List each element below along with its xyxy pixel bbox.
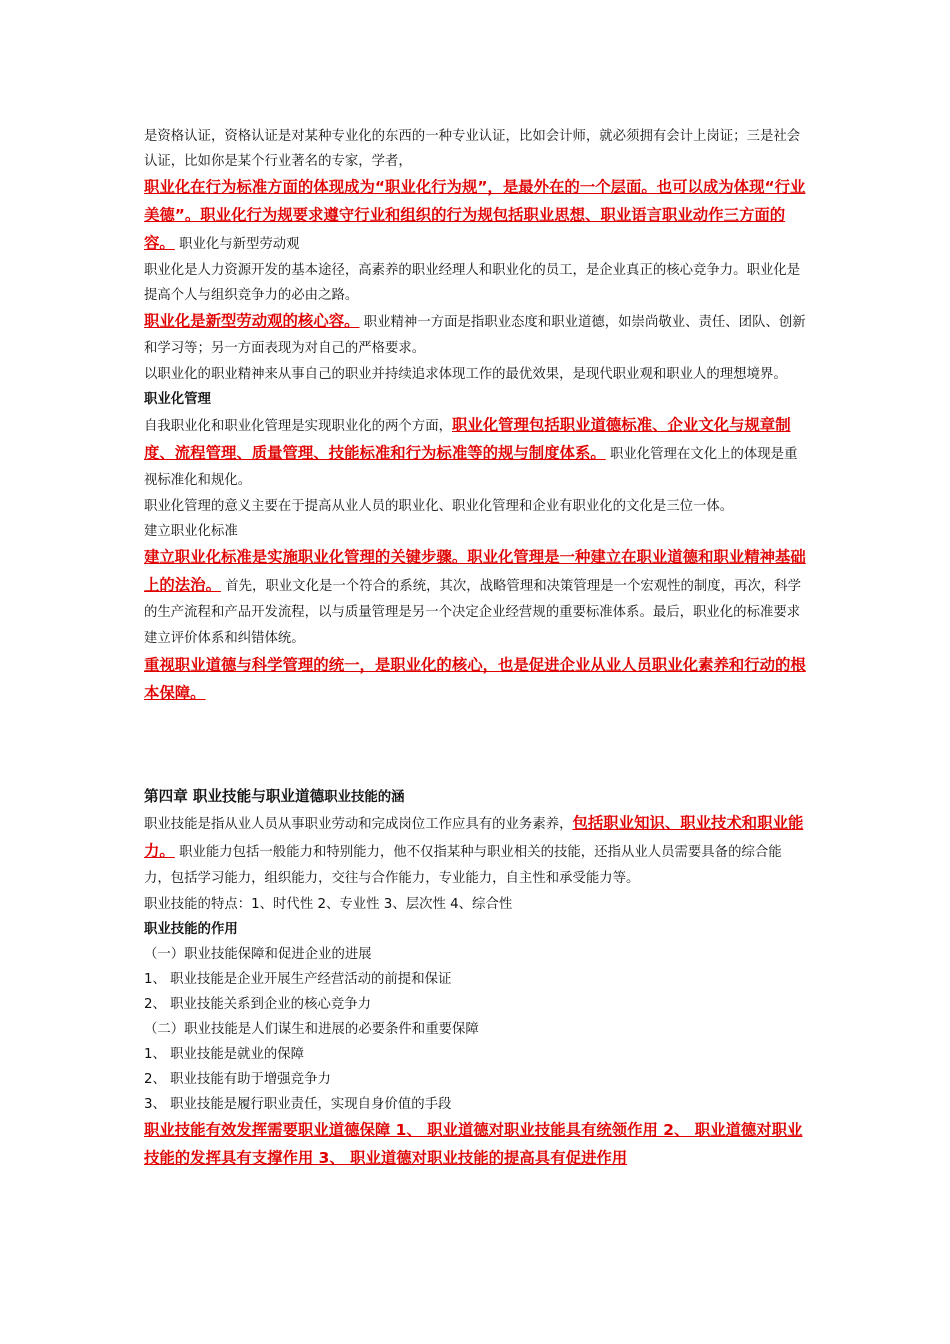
list-item: 1、 职业技能是就业的保障 xyxy=(144,1047,305,1062)
paragraph-management-system xyxy=(144,412,808,494)
paragraph-text: 首先，职业文化是一个符合的系统，其次，战略管理和决策管理是一个宏观性的制度，再次，科学的生产流程和产品开发流程，以与质量管理是另一个决定企业经营规的重要标准体系。最后，职业化的标准要求建立评价体系和纠错体统。 xyxy=(144,579,802,646)
highlight-text: 包括职业知识、职业技术和职业能力。 xyxy=(144,814,804,860)
paragraph-text: 职业技能的特点：1、时代性 2、专业性 3、层次性 4、综合性 xyxy=(144,897,513,912)
paragraph-behavior-standard xyxy=(144,174,808,258)
paragraph-labor-view xyxy=(144,308,808,362)
chapter-title: 第四章 职业技能与职业道德 xyxy=(144,788,325,805)
paragraph-certification xyxy=(144,124,808,174)
section-heading-skill-role: 职业技能的作用 xyxy=(144,922,238,937)
paragraph-text: 职业能力包括一般能力和特别能力，他不仅指某种与职业相关的技能，还指从业人员需要具备的综合能力，包括学习能力，组织能力，交往与合作能力，专业能力，自主性和承受能力等。 xyxy=(144,845,782,886)
chapter-heading xyxy=(144,784,808,810)
highlight-text: 建立职业化标准是实施职业化管理的关键步骤。职业化管理是一种建立在职业道德和职业精神基础上的法治。 xyxy=(144,548,806,594)
paragraph-standard-title xyxy=(144,519,808,544)
paragraph-text: 职业化与新型劳动观 xyxy=(179,237,300,252)
highlight-text: 重视职业道德与科学管理的统一，是职业化的核心，也是促进企业从业人员职业化素养和行动的根本保障。 xyxy=(144,656,806,702)
highlight-text: 职业化是新型劳动观的核心容。 xyxy=(144,312,360,330)
paragraph-text: 自我职业化和职业化管理是实现职业化的两个方面， xyxy=(144,419,452,434)
paragraph-text: 职业化管理的意义主要在于提高从业人员的职业化、职业化管理和企业有职业化的文化是三位一体。 xyxy=(144,499,734,514)
paragraph-hr-development xyxy=(144,258,808,308)
paragraph-professional-spirit xyxy=(144,362,808,387)
paragraph-text: 职业技能是指从业人员从事职业劳动和完成岗位工作应具有的业务素养， xyxy=(144,817,573,832)
paragraph-text: 职业化是人力资源开发的基本途径，高素养的职业经理人和职业化的员工，是企业真正的核心竞争力。职业化是提高个人与组织竞争力的必由之路。 xyxy=(144,263,801,303)
paragraph-text: 以职业化的职业精神来从事自己的职业并持续追求体现工作的最优效果，是现代职业观和职业人的理想境界。 xyxy=(144,367,787,382)
section-heading-management: 职业化管理 xyxy=(144,392,211,407)
paragraph-text: 职业化管理在文化上的体现是重视标准化和规化。 xyxy=(144,447,798,488)
highlight-text: 职业技能有效发挥需要职业道德保障 1、 职业道德对职业技能具有统领作用 2、 职业道德对职业技能的发挥具有支撑作用 3、 职业道德对职业技能的提高具有促进作用 xyxy=(144,1121,803,1167)
highlight-text: 职业化在行为标准方面的体现成为“职业化行为规”，是最外在的一个层面。也可以成为体现“行业美德”。职业化行为规要求遵守行业和组织的行为规包括职业思想、职业语言职业动作三方面的容。 xyxy=(144,178,806,252)
paragraph-standard-steps xyxy=(144,544,808,652)
paragraph-core-unity xyxy=(144,652,808,708)
paragraph-text: 职业精神一方面是指职业态度和职业道德，如崇尚敬业、责任、团队、创新和学习等；另一方面表现为对自己的严格要求。 xyxy=(144,315,806,356)
paragraph-skill-features xyxy=(144,892,808,917)
paragraph-management-meaning xyxy=(144,494,808,519)
section-gap xyxy=(144,708,808,784)
paragraph-text: 是资格认证，资格认证是对某种专业化的东西的一种专业认证，比如会计师，就必须拥有会计上岗证；三是社会认证，比如你是某个行业著名的专家，学者， xyxy=(144,129,801,169)
list-item: （二）职业技能是人们谋生和进展的必要条件和重要保障 xyxy=(144,1022,479,1037)
highlight-text: 职业化管理包括职业道德标准、企业文化与规章制度、流程管理、质量管理、技能标准和行为标准等的规与制度体系。 xyxy=(144,416,791,462)
document-page xyxy=(144,124,808,1173)
list-item: （一）职业技能保障和促进企业的进展 xyxy=(144,947,372,962)
list-item: 1、 职业技能是企业开展生产经营活动的前提和保证 xyxy=(144,972,452,987)
paragraph-text: 建立职业化标准 xyxy=(144,524,238,539)
list-item: 2、 职业技能有助于增强竞争力 xyxy=(144,1072,331,1087)
list-item: 2、 职业技能关系到企业的核心竞争力 xyxy=(144,997,372,1012)
paragraph-ethics-guarantee xyxy=(144,1117,808,1173)
chapter-subtitle: 职业技能的涵 xyxy=(324,790,405,805)
list-item: 3、 职业技能是履行职业责任，实现自身价值的手段 xyxy=(144,1097,452,1112)
paragraph-skill-definition xyxy=(144,810,808,892)
